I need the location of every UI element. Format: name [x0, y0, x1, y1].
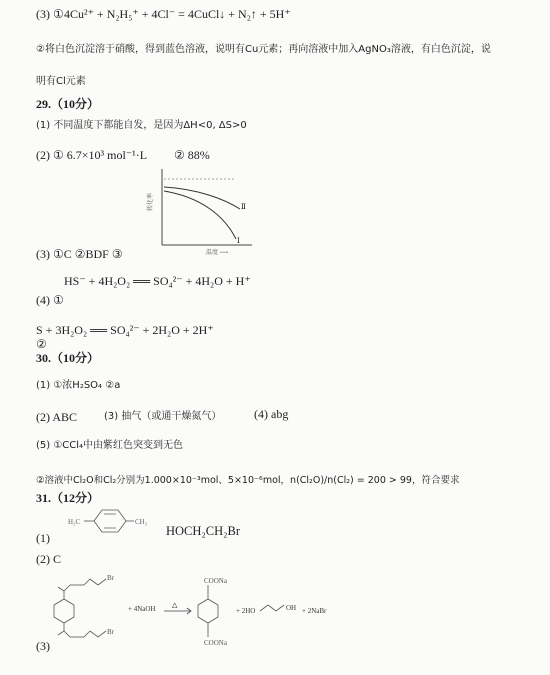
q28-eq-label: (3) ① [36, 7, 64, 21]
curve-label-ii: Ⅱ [241, 203, 246, 211]
product-top-group: COONa [204, 577, 227, 585]
q29-header: 29.（10分） [36, 97, 100, 111]
q29-p1: (1) 不同温度下都能自发，是因为ΔH<0, ΔS>0 [36, 120, 247, 131]
reagent-naoh: + 4NaOH [128, 605, 156, 613]
q29-p2a: (2) ① 6.7×10³ mol⁻¹·L [36, 148, 148, 162]
struct-right-methyl: CH₃ [135, 518, 148, 526]
q29-p4: (4) ① [36, 293, 64, 307]
q31-p3-label: (3) [36, 639, 50, 653]
q28-note-line1: ②将白色沉淀溶于硝酸，得到蓝色溶液，说明有Cu元素；再向溶液中加入AgNO₃溶液，有白色沉淀，说 [36, 44, 491, 55]
q30-header: 30.（10分） [36, 351, 100, 365]
q30-p5: (5) ①CCl₄中由紫红色突变到无色 [36, 440, 184, 451]
curve-ii [164, 187, 240, 209]
q30-p2: (2) ABC [36, 410, 78, 424]
byproduct-glycol-start: + 2HO [236, 607, 256, 615]
byproduct-nabr: + 2NaBr [302, 607, 327, 615]
byproduct-glycol-end: OH [286, 604, 297, 612]
diester-reactant [54, 579, 106, 637]
q29-eq1: HS⁻ + 4H₂O₂ ══ SO₄²⁻ + 4H₂O + H⁺ [64, 274, 251, 288]
curve-label-i: Ⅰ [237, 237, 240, 245]
q29-eq2: S + 3H₂O₂ ══ SO₄²⁻ + 2H₂O + 2H⁺ [36, 323, 214, 337]
q31-p2: (2) C [36, 552, 61, 566]
q30-p4: (4) abg [254, 407, 289, 421]
q28-equation: 4Cu²⁺ + N₂H₅⁺ + 4Cl⁻ = 4CuCl↓ + N₂↑ + 5H⁺ [64, 7, 291, 21]
q29-p3: (3) ①C ②BDF ③ [36, 247, 123, 261]
q30-p6: ②溶液中Cl₂O和Cl₂分别为1.000×10⁻³mol、5×10⁻⁶mol，n(Cl₂O)/n(Cl₂) = 200 > 99，符合要求 [36, 475, 460, 486]
curve-i [164, 191, 236, 239]
struct-left-methyl: H₃C [68, 518, 81, 526]
q28-note-line2: 明有Cl元素 [36, 76, 86, 87]
q30-p1: (1) ①浓H₂SO₄ ②a [36, 380, 121, 391]
q30-p3: (3) 抽气（或通干燥氮气） [104, 411, 222, 422]
q29-p4b: ② [36, 337, 47, 351]
br-top: Br [107, 574, 114, 582]
product-bottom-group: COONa [204, 639, 227, 647]
q29-p2b: ② 88% [174, 148, 210, 162]
q31-p1-formula: HOCH₂CH₂Br [166, 524, 240, 538]
hydrolysis-reaction-scheme [40, 565, 360, 665]
conversion-temperature-graph [140, 165, 280, 257]
br-bottom: Br [107, 628, 114, 636]
graph-xlabel: 温度 ⟶ [206, 250, 229, 256]
glycol-chain [260, 605, 284, 611]
q31-header: 31.（12分） [36, 491, 100, 505]
p-xylene-structure [68, 506, 158, 542]
q31-p1-label: (1) [36, 531, 50, 545]
graph-ylabel: 转化率 [148, 192, 154, 211]
terephthalate-product [198, 585, 218, 637]
arrow-condition: △ [172, 601, 178, 609]
